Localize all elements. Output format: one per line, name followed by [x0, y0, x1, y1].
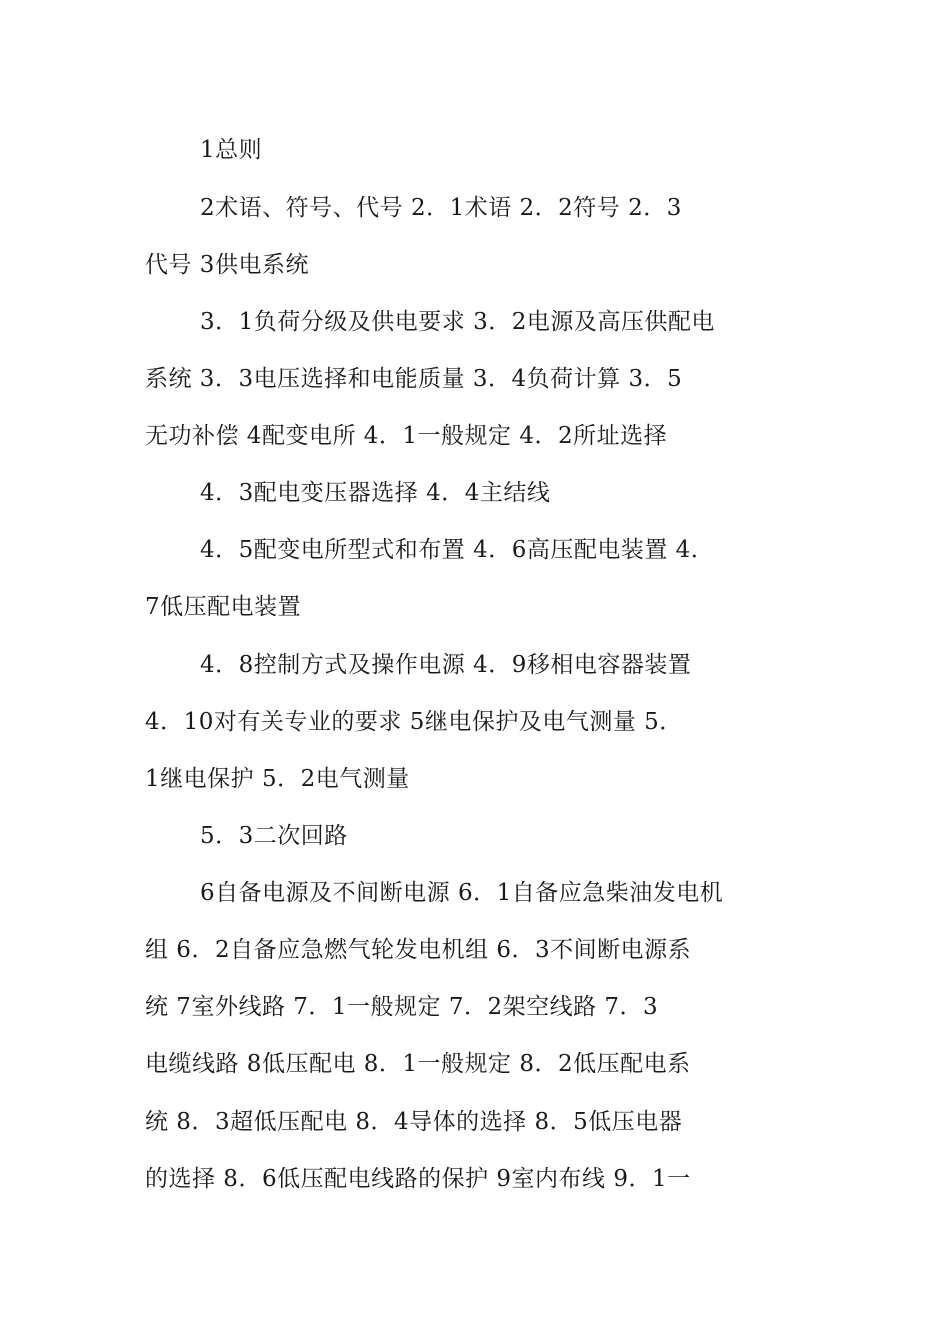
text-line: 2术语、符号、代号 2．1术语 2．2符号 2．3 [200, 195, 682, 221]
text-line: 4．8控制方式及操作电源 4．9移相电容器装置 [200, 652, 692, 678]
text-line: 6自备电源及不间断电源 6．1自备应急柴油发电机 [200, 880, 724, 906]
text-line: 4．5配变电所型式和布置 4．6高压配电装置 4． [200, 537, 715, 563]
text-line: 7低压配电装置 [145, 594, 302, 620]
text-line: 1继电保护 5．2电气测量 [145, 766, 410, 792]
text-line: 1总则 [200, 137, 263, 163]
text-line: 无功补偿 4配变电所 4．1一般规定 4．2所址选择 [145, 423, 668, 449]
text-line: 4．3配电变压器选择 4．4主结线 [200, 480, 551, 506]
text-line: 3．1负荷分级及供电要求 3．2电源及高压供配电 [200, 309, 715, 335]
text-line: 统 8．3超低压配电 8．4导体的选择 8．5低压电器 [145, 1109, 683, 1135]
text-line: 统 7室外线路 7．1一般规定 7．2架空线路 7．3 [145, 994, 659, 1020]
text-line: 的选择 8．6低压配电线路的保护 9室内布线 9．1一 [145, 1166, 691, 1192]
text-line: 5．3二次回路 [200, 823, 348, 849]
text-line: 代号 3供电系统 [145, 252, 309, 278]
text-line: 组 6．2自备应急燃气轮发电机组 6．3不间断电源系 [145, 937, 692, 963]
text-line: 电缆线路 8低压配电 8．1一般规定 8．2低压配电系 [145, 1051, 691, 1077]
text-line: 4．10对有关专业的要求 5继电保护及电气测量 5． [145, 709, 683, 735]
text-line: 系统 3．3电压选择和电能质量 3．4负荷计算 3．5 [145, 366, 683, 392]
